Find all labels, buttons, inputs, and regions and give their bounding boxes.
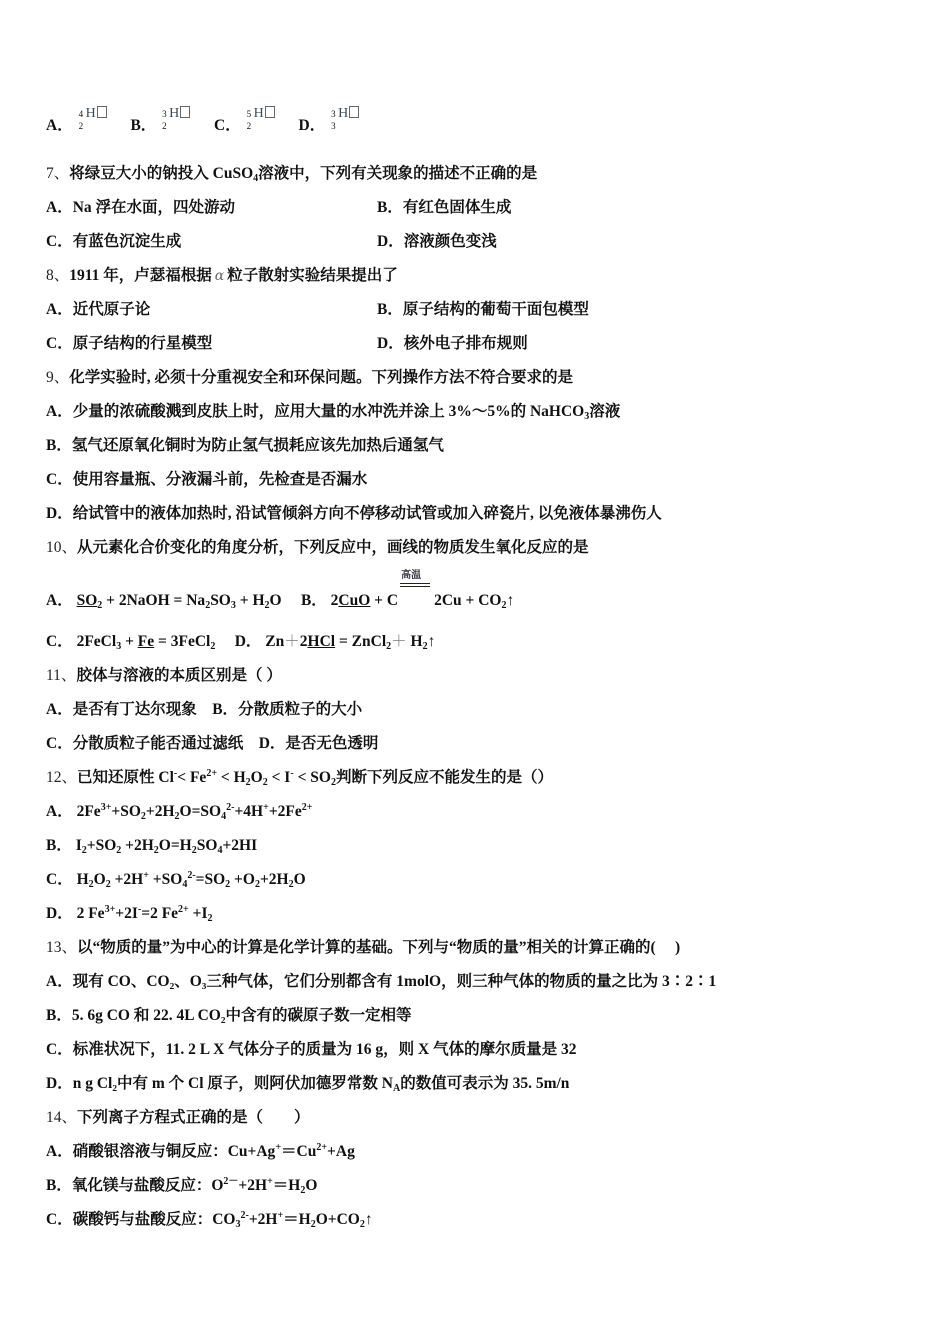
- q11-options-ab: [46, 700, 362, 720]
- q13-option-a: A．现有 CO、CO₂、O₃三种气体，它们分别都含有 1molO，则三种气体的物质的量之比为 3∶2∶1: [46, 973, 717, 990]
- question-9-stem: 9、化学实验时, 必须十分重视安全和环保问题。下列操作方法不符合要求的是: [46, 369, 574, 386]
- q11-option-c: C．分散质粒子能否通过滤纸: [46, 735, 244, 752]
- isotope-symbol: 5 2 H: [247, 110, 287, 132]
- q13-option-b: B．5. 6g CO 和 22. 4L CO₂中含有的碳原子数一定相等: [46, 1007, 412, 1024]
- isotope-symbol: 3 3 H: [331, 110, 371, 132]
- q9-option-b: B．氢气还原氧化铜时为防止氢气损耗应该先加热后通氢气: [46, 437, 444, 454]
- q6-option-a: A． 4 2 H: [46, 117, 130, 134]
- q8-option-b: B．原子结构的葡萄干面包模型: [377, 301, 589, 318]
- q13-option-c: C．标准状况下，11. 2 L X 气体分子的质量为 16 g，则 X 气体的摩尔质量是 32: [46, 1041, 577, 1058]
- missing-glyph-icon: [265, 106, 275, 118]
- q8-option-c: C．原子结构的行星模型: [46, 335, 213, 352]
- q9-option-c: C．使用容量瓶、分液漏斗前，先检查是否漏水: [46, 471, 368, 488]
- q11-option-b: B．分散质粒子的大小: [212, 701, 363, 718]
- q9-option-a: A．少量的浓硫酸溅到皮肤上时，应用大量的水冲洗并涂上 3%～5%的 NaHCO$_3$溶液: [46, 403, 621, 422]
- question-7-stem: 7、将绿豆大小的钠投入 CuSO$_4$溶液中，下列有关现象的描述不正确的是: [46, 165, 538, 184]
- q11-option-d: D．是否无色透明: [258, 735, 379, 752]
- isotope-symbol: 3 2 H: [162, 110, 202, 132]
- q14-option-b: B．氧化镁与盐酸反应：$O^{2-}+2H^+=H_2O$: [46, 1176, 318, 1196]
- q7-option-a: A．Na 浮在水面，四处游动: [46, 199, 236, 216]
- isotope-symbol: 4 2 H: [79, 110, 119, 132]
- q8-option-d: D．核外电子排布规则: [377, 335, 528, 352]
- question-8-stem: 8、1911 年，卢瑟福根据 α 粒子散射实验结果提出了: [46, 267, 398, 284]
- question-14-stem: 14、下列离子方程式正确的是（ ）: [46, 1109, 310, 1126]
- q14-option-c: C．碳酸钙与盐酸反应：$CO_3^{2-}+2H^+=H_2O+CO_2↑$: [46, 1210, 373, 1230]
- q8-option-a: A．近代原子论: [46, 301, 151, 318]
- alpha-symbol: α: [214, 268, 225, 284]
- q11-option-a: A．是否有丁达尔现象: [46, 701, 197, 718]
- question-10-stem: 10、从元素化合价变化的角度分析，下列反应中，画线的物质发生氧化反应的是: [46, 539, 589, 556]
- q11-options-cd: [46, 734, 378, 754]
- q7-option-b: B．有红色固体生成: [377, 199, 512, 216]
- q12-option-c: C． $H_2O_2 +2H^+ +SO_4^{2-}=SO_2 +O_2+2H_2O$: [46, 870, 306, 890]
- q12-option-a: A． $2Fe^{3+}+SO_2+2H_2O=SO_4^{2-}+4H^++2Fe^{2+}$: [46, 802, 313, 822]
- reaction-condition-arrow: 高温: [400, 585, 432, 605]
- q14-option-a: A．硝酸银溶液与铜反应：$Cu+Ag^+=Cu^{2+}+Ag$: [46, 1142, 355, 1160]
- missing-glyph-icon: [97, 106, 107, 118]
- q6-option-c: C． 5 2 H: [214, 117, 298, 134]
- q13-option-d: D．n g Cl₂中有 m 个 Cl 原子，则阿伏加德罗常数 $N_A$的数值可表示为 35. 5m/n: [46, 1075, 570, 1094]
- q7-option-c: C．有蓝色沉淀生成: [46, 233, 182, 250]
- q10-options-cd: [46, 632, 435, 652]
- question-13-stem: 13、以“物质的量”为中心的计算是化学计算的基础。下列与“物质的量”相关的计算正确的( ): [46, 939, 681, 956]
- q10-options-ab: [46, 570, 515, 611]
- missing-glyph-icon: [349, 106, 359, 118]
- q10-option-a: A． $SO_2$ + 2NaOH = $Na_2SO_3 + H_2O$: [46, 592, 282, 611]
- question-11-stem: 11、胶体与溶液的本质区别是（ ）: [46, 667, 282, 684]
- q9-option-d: D．给试管中的液体加热时, 沿试管倾斜方向不停移动试管或加入碎瓷片, 以免液体暴沸伤人: [46, 505, 662, 522]
- q10-option-c: C． 2FeCl$_3$ + Fe = 3FeCl$_2$: [46, 633, 216, 652]
- q12-option-d: D． 2 $Fe^{3+}+2I^-=2$ $Fe^{2+} +I_2$: [46, 904, 213, 924]
- missing-glyph-icon: [180, 106, 190, 118]
- q7-option-d: D．溶液颜色变浅: [377, 233, 497, 250]
- q12-option-b: B． $I_2+SO_2 +2H_2O=H_2SO_4+2HI$: [46, 837, 258, 856]
- q10-option-b: B． 2CuO + C 高温 $2Cu + CO_2↑$: [300, 570, 515, 611]
- q10-option-d: D． Zn＋2HCl = ZnCl$_2$＋ $H_2↑$: [234, 633, 436, 652]
- q6-option-d: D． 3 3 H: [299, 117, 380, 134]
- question-12-stem: 12、已知还原性 $Cl^-< Fe^{2+} < H_2O_2 < I^- < SO_2$判断下列反应不能发生的是（）: [46, 768, 553, 788]
- q6-options: [46, 106, 379, 136]
- q6-option-b: B． 3 2 H: [130, 117, 214, 134]
